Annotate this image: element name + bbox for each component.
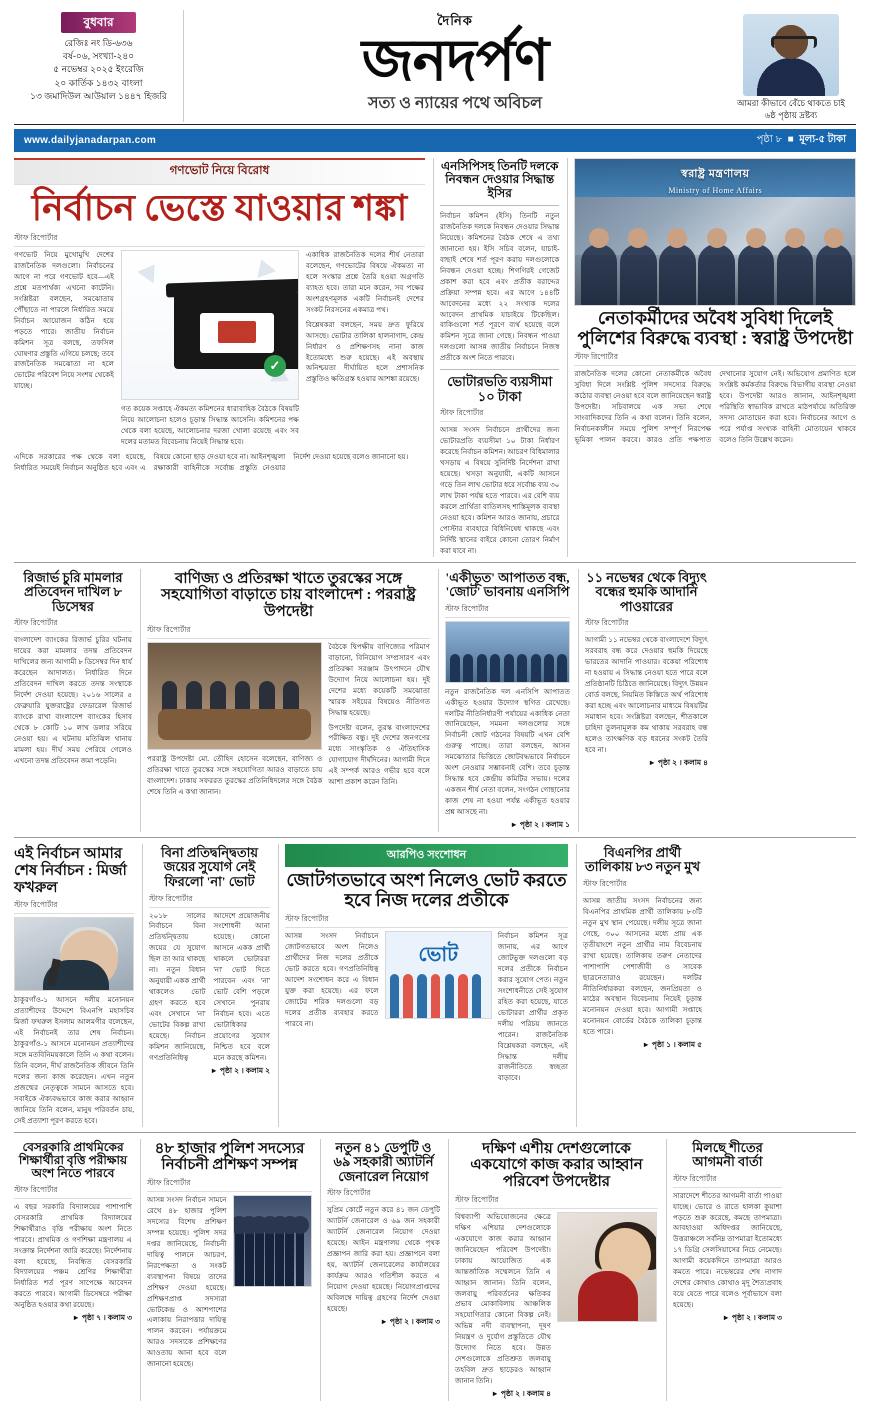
police-training-headline[interactable]: ৪৮ হাজার পুলিশ সদস্যের নির্বাচনী প্রশিক্ষণ সম্পন্ন bbox=[154, 1140, 305, 1174]
adani-power-story bbox=[578, 569, 708, 832]
lead-kicker: গণভোট নিয়ে বিরোধ bbox=[14, 158, 425, 185]
date-hijri: ১৩ জমাদিউল আউয়াল ১৪৪৭ হিজরি bbox=[30, 90, 167, 101]
mirza-fakhrul-story bbox=[14, 844, 134, 1127]
photo-overlay-bn: স্বরাষ্ট্র মন্ত্রণালয় bbox=[681, 167, 750, 180]
scholarship-body: এ বছর সরকারি বিদ্যালয়ের পাশাপাশি বেসরকারি প্রাথমিক বিদ্যালয়ের শিক্ষার্থীরাও বৃত্তি পরীক্ষায় অংশ নিতে পারবে। প্রাথমিক ও গণশিক্ষা মন্ত্রণালয় এ সংক্রান্ত নির্দেশনা জারি করেছে। নির্দেশনায় বলা হয়েছে, নিবন্ধিত বেসরকারি বিদ্যালয়ের পঞ্চম শ্রেণির শিক্ষার্থীরা নির্ধারিত শর্ত পূরণ সাপেক্ষে আবেদন করতে পারবে। আগামী ডিসেম্বরে পরীক্ষা অনুষ্ঠিত হওয়ার কথা রয়েছে। bbox=[14, 1202, 132, 1310]
reserve-theft-body: বাংলাদেশ ব্যাংকের রিজার্ভ চুরির ঘটনায় দায়ের করা মামলার তদন্ত প্রতিবেদন দাখিলের জন্য আগামী ৮ ডিসেম্বর দিন ধার্য করেছেন আদালত। নির্ধারিত দিনে প্রতিবেদন দাখিল করতে তদন্ত সংস্থাকে নির্দেশ দেওয়া হয়েছে। ২০১৬ সালের ৫ ফেব্রুয়ারি যুক্তরাষ্ট্রের ফেডারেল রিজার্ভ ব্যাংকে রাখা বাংলাদেশ ব্যাংকের হিসাব থেকে ৮ কোটি ১০ লাখ ডলার সরিয়ে নেওয়া হয়। এ ঘটনায় মতিঝিল থানায় মামলা হয়। দীর্ঘ সময় পেরিয়ে গেলেও এখনো তদন্ত প্রতিবেদন জমা পড়েনি। bbox=[14, 636, 132, 765]
voter-expense-byline: স্টাফ রিপোর্টার bbox=[440, 408, 560, 422]
second-section bbox=[14, 569, 856, 832]
lead-body-col3: একাধিক রাজনৈতিক দলের শীর্ষ নেতারা বলেছেন, গণভোটের বিষয়ে ঐকমত্য না হলে সংস্কার প্রশ্নে তৈরি হওয়া অগ্রগতি ব্যাহত হবে। তারা মনে করেন, সব পক্ষের অংশগ্রহণমূলক একটি নির্বাচনই দেশের সংকট নিরসনের একমাত্র পথ। bbox=[306, 251, 424, 314]
home-adviser-body-1: রাজনৈতিক দলের কোনো নেতাকর্মীকে অবৈধ সুবিধা দিলে সংশ্লিষ্ট পুলিশ সদস্যের বিরুদ্ধে কঠোর ব্যবস্থা নেওয়া হবে বলে জানিয়েছেন স্বরাষ্ট্র উপদেষ্টা। সচিবালয়ে এক সভা শেষে সাংবাদিকদের তিনি এ কথা বলেন। bbox=[574, 370, 712, 422]
turkey-body-3: উপদেষ্টা বলেন, তুরস্ক বাংলাদেশের পরীক্ষিত বন্ধু। দুই দেশের জনগণের মধ্যে সাংস্কৃতিক ও ঐতিহাসিক যোগাযোগ দীর্ঘদিনের। আগামী দিনে এই সম্পর্ক আরও গভীর হবে বলে আশা প্রকাশ করেন তিনি। bbox=[328, 723, 430, 787]
photo-overlay-en: Ministry of Home Affairs bbox=[668, 185, 763, 195]
adani-byline: স্টাফ রিপোর্টার bbox=[585, 618, 708, 632]
check-mark-icon: ✓ bbox=[264, 355, 286, 377]
environment-headline[interactable]: দক্ষিণ এশীয় দেশগুলোকে একযোগে কাজ করার আহ্বান পরিবেশ উপদেষ্টার bbox=[470, 1140, 643, 1191]
columnist-portrait bbox=[743, 14, 839, 96]
turkey-meeting-photo bbox=[147, 642, 322, 750]
masthead-kicker: দৈনিক bbox=[437, 13, 473, 28]
winter-jump[interactable]: ► পৃষ্ঠা ২ । কলাম ৩ bbox=[722, 1312, 782, 1322]
environment-body: বিশ্বব্যাপী অভিযোজনের ক্ষেত্রে দক্ষিণ এশিয়ার দেশগুলোকে একযোগে কাজ করার আহ্বান জানিয়েছেন পরিবেশ উপদেষ্টা। ঢাকায় আয়োজিত এক আন্তর্জাতিক সম্মেলনে তিনি এ আহ্বান জানান। তিনি বলেন, জলবায়ু পরিবর্তনের ক্ষতিকর প্রভাব মোকাবিলায় আঞ্চলিক সহযোগিতার কোনো বিকল্প নেই। অভিন্ন নদী ব্যবস্থাপনা, দূষণ নিয়ন্ত্রণ ও দুর্যোগ প্রস্তুতিতে যৌথ উদ্যোগ নিতে হবে। উন্নত দেশগুলোকে প্রতিশ্রুত জলবায়ু তহবিল দ্রুত ছাড়েরও আহ্বান জানান তিনি। bbox=[455, 1212, 551, 1385]
turkey-body-2: বৈঠকে দ্বিপক্ষীয় বাণিজ্যের পরিমাণ বাড়ানো, বিনিয়োগ সম্প্রসারণ এবং প্রতিরক্ষা সরঞ্জাম উৎপাদনে যৌথ উদ্যোগ নিয়ে আলোচনা হয়। দুই দেশের মধ্যে কয়েকটি সমঝোতা স্মারক সইয়ের বিষয়েও নীতিগত সিদ্ধান্ত হয়েছে। bbox=[328, 642, 430, 717]
turkey-cooperation-story bbox=[140, 569, 430, 832]
police-training-story bbox=[140, 1139, 312, 1401]
environment-adviser-story bbox=[448, 1139, 658, 1401]
bnp-list-headline[interactable]: বিএনপির প্রার্থী তালিকায় ৮৩ নতুন মুখ bbox=[584, 844, 701, 875]
deputy-ag-headline[interactable]: নতুন ৪১ ডেপুটি ও ৬৯ সহকারী অ্যাটর্নি জেনারেল নিয়োগ bbox=[333, 1139, 434, 1184]
ncp-alliance-jump[interactable]: ► পৃষ্ঠা ২ । কলাম ১ bbox=[510, 819, 570, 829]
photo-overlay-text bbox=[575, 165, 855, 196]
mirza-headline[interactable]: এই নির্বাচন আমার শেষ নির্বাচন : মির্জা ফখরুল bbox=[14, 845, 127, 896]
rpo-amendment-story bbox=[278, 844, 568, 1127]
lead-byline: স্টাফ রিপোর্টার bbox=[14, 233, 425, 247]
home-adviser-headline[interactable]: নেতাকর্মীদের অবৈধ সুবিধা দিলেই পুলিশের বিরুদ্ধে ব্যবস্থা : স্বরাষ্ট্র উপদেষ্টা bbox=[577, 307, 853, 348]
home-adviser-body bbox=[574, 369, 856, 446]
ncp-rally-photo bbox=[445, 621, 570, 683]
environment-jump[interactable]: ► পৃষ্ঠা ২ । কলাম ৪ bbox=[491, 1388, 551, 1398]
page-count: পৃষ্ঠা ৮ bbox=[756, 133, 783, 145]
masthead-info-bar bbox=[14, 129, 856, 152]
mirza-photo bbox=[14, 917, 134, 991]
no-vote-headline[interactable]: বিনা প্রতিদ্বন্দ্বিতায় জয়ের সুযোগ নেই ফিরলো 'না' ভোট bbox=[160, 844, 259, 889]
page-count-and-price: পৃষ্ঠা ৮ ■ মূল্য-৫ টাকা bbox=[756, 133, 846, 145]
mirza-body: ঠাকুরগাঁও-১ আসনে দলীয় মনোনয়ন প্রত্যাশীদের উদ্দেশে বিএনপি মহাসচিব মির্জা ফখরুল ইসলাম আলমগীর বলেছেন, এই নির্বাচনই তার শেষ নির্বাচন। ঠাকুরগাঁও-১ আসনে মনোনয়ন প্রত্যাশীদের সঙ্গে মতবিনিময়কালে তিনি এ কথা বলেন। তিনি বলেন, দীর্ঘ রাজনৈতিক জীবনে তিনি দলের জন্য কাজ করেছেন। এখন নতুন প্রজন্মের নেতৃত্বকে সামনে আসতে হবে। সবাইকে ঐক্যবদ্ধভাবে কাজ করার আহ্বান জানিয়ে তিনি বলেন, মানুষ পরিবর্তন চায়, সেই প্রত্যাশা পূরণ করতে হবে। bbox=[14, 996, 134, 1125]
newspaper-title: জনদর্পণ bbox=[361, 28, 549, 93]
ncp-alliance-byline: স্টাফ রিপোর্টার bbox=[445, 604, 570, 618]
environment-adviser-photo bbox=[557, 1212, 657, 1322]
rpo-body-left: আসন্ন সংসদ নির্বাচনে জোটগতভাবে অংশ নিলেও প্রার্থীদের নিজ দলের প্রতীকে ভোট করতে হবে। গণপ্রতিনিধিত্ব আদেশ সংশোধন করে এ বিধান যুক্ত করা হয়েছে। এর ফলে জোটের শরিক দলগুলো বড় দলের প্রতীক ব্যবহার করতে পারবে না। bbox=[285, 932, 379, 1028]
scholarship-story bbox=[14, 1139, 132, 1401]
reserve-theft-byline: স্টাফ রিপোর্টার bbox=[14, 618, 132, 632]
turkey-headline[interactable]: বাণিজ্য ও প্রতিরক্ষা খাতে তুরস্কের সঙ্গে সহযোগিতা বাড়াতে চায় বাংলাদেশ : পররাষ্ট্র উপদেষ্টা bbox=[161, 570, 416, 621]
masthead-left-info bbox=[14, 10, 184, 122]
no-vote-story bbox=[142, 844, 270, 1127]
deputy-ag-byline: স্টাফ রিপোর্টার bbox=[327, 1188, 440, 1202]
lead-body-col2: গত কয়েক সপ্তাহে ঐকমত্য কমিশনের ধারাবাহিক বৈঠকে বিষয়টি নিয়ে আলোচনা হলেও চূড়ান্ত সিদ্ধান্ত আসেনি। কমিশনের পক্ষ থেকে বলা হয়েছে, আলোচনার দরজা খোলা রয়েছে এবং সব দলের মতামত বিবেচনায় নিয়েই সিদ্ধান্ত হবে। bbox=[121, 405, 299, 446]
turkey-body-1: পররাষ্ট্র উপদেষ্টা মো. তৌহিদ হোসেন বলেছেন, বাণিজ্য ও প্রতিরক্ষা খাতে তুরস্কের সঙ্গে সহযোগিতা আরও বাড়াতে চায় বাংলাদেশ। ঢাকায় সফররত তুরস্কের প্রতিনিধিদলের সঙ্গে বৈঠক শেষে তিনি এ কথা জানান। bbox=[147, 754, 323, 796]
third-section bbox=[14, 844, 856, 1127]
scholarship-byline: স্টাফ রিপোর্টার bbox=[14, 1185, 132, 1199]
vote-illustration bbox=[385, 931, 492, 1019]
vote-word-label: ভোট bbox=[418, 944, 459, 967]
bnp-list-body: আসন্ন জাতীয় সংসদ নির্বাচনের জন্য বিএনপির প্রাথমিক প্রার্থী তালিকায় ৮৩টি নতুন মুখ স্থান পেয়েছে। দলীয় সূত্রে জানা গেছে, ৩০০ আসনের মধ্যে প্রায় এক তৃতীয়াংশে নতুন প্রার্থীর নাম বিবেচনায় রাখা হয়েছে। তালিকায় তরুণ নেতাদের পাশাপাশি পেশাজীবী ও সাবেক ছাত্রনেতারাও রয়েছেন। দলটির নীতিনির্ধারকরা বলছেন, জনপ্রিয়তা ও মাঠের অবস্থান বিবেচনায় নিয়েই চূড়ান্ত মনোনয়ন দেওয়া হবে। আগামী সপ্তাহে মনোনয়ন বোর্ডের বৈঠকে তালিকা চূড়ান্ত হতে পারে। bbox=[583, 897, 702, 1037]
date-bangla: ২০ কার্তিক ১৪৩২ বাংলা bbox=[54, 77, 143, 88]
mid-column bbox=[433, 158, 560, 557]
voter-expense-body: আসন্ন সংসদ নির্বাচনে প্রার্থীদের জন্য ভোটারপ্রতি ব্যয়সীমা ১০ টাকা নির্ধারণ করেছে নির্বাচন কমিশন। আচরণ বিধিমালার খসড়ায় এ বিষয়ে সুনির্দিষ্ট নির্দেশনা রাখা হয়েছে। খসড়া অনুযায়ী, একটি আসনে গড়ে তিন লাখ ভোটার ধরে সর্বোচ্চ ব্যয় ৩০ লাখ টাকা পর্যন্ত হতে পারবে। এর বেশি ব্যয় করলে প্রার্থিতা বাতিলসহ শাস্তিমূলক ব্যবস্থা নেওয়া হবে। কমিশন আরও জানায়, প্রচারে পোস্টার ব্যবহারে বিধিনিষেধ থাকছে এবং নির্দিষ্ট স্থানের বাইরে কোনো তোরণ নির্মাণ করা যাবে না। bbox=[439, 426, 560, 555]
environment-byline: স্টাফ রিপোর্টার bbox=[455, 1195, 658, 1209]
lead-body-col1: গণভোট নিয়ে মুখোমুখি দেশের রাজনৈতিক দলগুলো। নির্বাচনের আগে না পরে গণভোট হবে—এই প্রশ্নে মতপার্থক্য এখনো কাটেনি। সংশ্লিষ্টরা বলছেন, সমঝোতায় পৌঁছাতে না পারলে নির্ধারিত সময়ে নির্বাচন আয়োজন কঠিন হয়ে পড়তে পারে। জাতীয় নির্বাচন কমিশন সূত্র বলছে, তফসিল ঘোষণার প্রস্তুতি এগিয়ে চলছে; তবে রাজনৈতিক সমঝোতা না হলে ভোটের পরিবেশ নিয়ে সংশয় থেকেই যাচ্ছে। bbox=[14, 251, 114, 391]
date-english: ৫ নভেম্বর ২০২৫ ইংরেজি bbox=[53, 64, 144, 75]
home-adviser-body-2: তিনি বলেন, নির্বাচনকালীন সময়ে পুলিশ সম্পূর্ণ নিরপেক্ষ ভূমিকা পালন করবে। কারও প্রতি পক্ষপাত দেখানোর সুযোগ নেই। অভিযোগ প্রমাণিত হলে সংশ্লিষ্ট কর্মকর্তার বিরুদ্ধে বিভাগীয় ব্যবস্থা নেওয়া হবে। bbox=[574, 370, 856, 444]
police-training-photo bbox=[233, 1195, 313, 1287]
reserve-theft-headline[interactable]: রিজার্ভ চুরি মামলার প্রতিবেদন দাখিল ৮ ডিসেম্বর bbox=[23, 569, 123, 614]
winter-story bbox=[666, 1139, 782, 1401]
bnp-list-byline: স্টাফ রিপোর্টার bbox=[583, 879, 702, 893]
winter-byline: স্টাফ রিপোর্টার bbox=[673, 1174, 782, 1188]
registration-number: রেজিঃ নং ডি-৬৩৬ bbox=[64, 38, 133, 49]
ncp-alliance-story bbox=[438, 569, 570, 832]
fourth-section bbox=[14, 1139, 856, 1401]
adani-jump[interactable]: ► পৃষ্ঠা ২ । কলাম ৪ bbox=[648, 757, 708, 767]
home-affairs-column bbox=[567, 158, 856, 557]
home-ministry-photo bbox=[574, 158, 856, 306]
home-adviser-byline: স্টাফ রিপোর্টার bbox=[574, 352, 856, 366]
adani-body: আগামী ১১ নভেম্বর থেকে বাংলাদেশে বিদ্যুৎ সরবরাহ বন্ধ করে দেওয়ার হুমকি দিয়েছে ভারতের আদানি পাওয়ার। বকেয়া পরিশোধ না হওয়ায় এ সিদ্ধান্ত নেওয়া হতে পারে বলে প্রতিষ্ঠানটি চিঠিতে জানিয়েছে। বিদ্যুৎ উন্নয়ন বোর্ড বলছে, নিয়মিত কিস্তিতে অর্থ পরিশোধ করা হচ্ছে এবং আলোচনার মাধ্যমে বিষয়টির সমাধান হবে। সংশ্লিষ্টরা বলছেন, শীতকালে চাহিদা তুলনামূলক কম থাকায় সরবরাহ বন্ধ হলেও তাৎক্ষণিক বড় ধরনের সংকট তৈরি হবে না। bbox=[585, 636, 708, 754]
mirza-byline: স্টাফ রিপোর্টার bbox=[14, 900, 134, 914]
website-url[interactable]: www.dailyjanadarpan.com bbox=[24, 134, 157, 146]
masthead bbox=[14, 10, 856, 125]
rpo-headline[interactable]: জোটগতভাবে অংশ নিলেও ভোট করতে হবে নিজ দলের প্রতীকে bbox=[286, 869, 567, 911]
deputy-ag-body: সুপ্রিম কোর্টে নতুন করে ৪১ জন ডেপুটি অ্যাটর্নি জেনারেল ও ৬৯ জন সহকারী অ্যাটর্নি জেনারেল নিয়োগ দেওয়া হয়েছে। আইন মন্ত্রণালয় থেকে পৃথক প্রজ্ঞাপন জারি করা হয়। প্রজ্ঞাপনে বলা হয়, অ্যাটর্নি জেনারেলের কার্যালয়ের কার্যক্রম আরও গতিশীল করতে এ নিয়োগ দেওয়া হয়েছে। নিয়োগপ্রাপ্তদের অবিলম্বে দায়িত্ব গ্রহণের নির্দেশ দেওয়া হয়েছে। bbox=[327, 1206, 440, 1313]
columnist-caption: আমরা কীভাবে বেঁচে থাকতে চাই bbox=[737, 98, 845, 108]
ncp-registration-headline[interactable]: এনসিপিসহ তিনটি দলকে নিবন্ধন দেওয়ার সিদ্ধান্ত ইসির bbox=[440, 158, 559, 200]
lead-story-column bbox=[14, 158, 425, 557]
lead-illustration-ballot-box bbox=[121, 250, 299, 400]
bnp-candidate-story bbox=[576, 844, 702, 1127]
deputy-ag-jump[interactable]: ► পৃষ্ঠা ২ । কলাম ৩ bbox=[380, 1316, 440, 1326]
masthead-title-block bbox=[184, 10, 726, 122]
top-section bbox=[14, 158, 856, 557]
turkey-byline: স্টাফ রিপোর্টার bbox=[147, 625, 430, 639]
attorney-general-story bbox=[320, 1139, 440, 1401]
reserve-theft-story bbox=[14, 569, 132, 832]
scholarship-headline[interactable]: বেসরকারি প্রাথমিকের শিক্ষার্থীরা বৃত্তি পরীক্ষায় অংশ নিতে পারবে bbox=[18, 1139, 128, 1181]
ncp-alliance-headline[interactable]: 'একীভূত' আপাতত বন্ধ, 'জোট' ভাবনায় এনসিপি bbox=[445, 569, 570, 600]
columnist-page-ref: ৬ষ্ঠ পৃষ্ঠায় দ্রষ্টব্য bbox=[764, 109, 818, 120]
ncp-alliance-body: নতুন রাজনৈতিক দল এনসিপি আপাতত একীভূত হওয়ার উদ্যোগ স্থগিত রেখেছে। দলটির নীতিনির্ধারণী পর্যায়ের একাধিক নেতা জানিয়েছেন, সমমনা দলগুলোর সঙ্গে নির্বাচনী জোট গঠনের বিষয়টি এখন বেশি গুরুত্ব পাচ্ছে। তারা বলছেন, আসন সমঝোতার ভিত্তিতে জোটবদ্ধভাবে নির্বাচনে অংশ নেওয়ার সম্ভাবনাই বেশি। তবে চূড়ান্ত সিদ্ধান্ত হবে কেন্দ্রীয় কমিটির সভায়। দলের একজন শীর্ষ নেতা বলেন, সংগঠন গোছানোর কাজ শেষ না হওয়া পর্যন্ত একীভূত হওয়ার প্রশ্ন আসছে না। bbox=[445, 687, 570, 816]
police-training-byline: স্টাফ রিপোর্টার bbox=[147, 1178, 312, 1192]
rpo-byline: স্টাফ রিপোর্টার bbox=[285, 914, 568, 928]
volume-issue: বর্ষ-০৬, সংখ্যা-২৪০ bbox=[62, 51, 135, 62]
newspaper-slogan: সত্য ও ন্যায়ের পথে অবিচল bbox=[367, 95, 543, 113]
masthead-right-block bbox=[726, 10, 856, 122]
lead-body-bottom: এদিকে সরকারের পক্ষ থেকে বলা হয়েছে, নির্ধারিত সময়েই নির্বাচন অনুষ্ঠিত হবে এবং এ বিষয়ে কোনো ছাড় দেওয়া হবে না। আইনশৃঙ্খলা রক্ষাকারী বাহিনীকে সর্বোচ্চ প্রস্তুতি নেওয়ার নির্দেশ দেওয়া হয়েছে বলেও জানানো হয়। bbox=[14, 452, 409, 472]
publication-day: বুধবার bbox=[61, 12, 135, 33]
police-training-body: আসন্ন সংসদ নির্বাচন সামনে রেখে ৪৮ হাজার পুলিশ সদস্যের বিশেষ প্রশিক্ষণ সম্পন্ন হয়েছে। পুলিশ সদর দপ্তর জানিয়েছে, নির্বাচনী দায়িত্ব পালনে আচরণ, নিরপেক্ষতা ও সংকট ব্যবস্থাপনা বিষয়ে তাদের প্রশিক্ষণ দেওয়া হয়েছে। প্রশিক্ষণপ্রাপ্ত সদস্যরা ভোটকেন্দ্র ও আশপাশের এলাকায় নিরাপত্তার দায়িত্ব পালন করবেন। পর্যায়ক্রমে আরও সদস্যকে প্রশিক্ষণের আওতায় আনা হবে বলে জানানো হয়েছে। bbox=[147, 1196, 227, 1369]
rpo-body-right: নির্বাচন কমিশন সূত্র জানায়, এর আগে জোটভুক্ত দলগুলো বড় দলের প্রতীকে নির্বাচন করার সুযোগ পেত। নতুন সংশোধনীতে সেই সুযোগ রহিত করা হয়েছে, যাতে ভোটাররা প্রার্থীর প্রকৃত দলীয় পরিচয় জানতে পারেন। রাজনৈতিক বিশ্লেষকরা বলছেন, এই সিদ্ধান্ত দলীয় রাজনীতিতে স্বচ্ছতা বাড়াবে। bbox=[497, 932, 568, 1083]
home-adviser-body-3: উপদেষ্টা আরও জানান, আইনশৃঙ্খলা পরিস্থিতি স্বাভাবিক রাখতে মাঠপর্যায়ে অতিরিক্ত সদস্য মোতায়েন করা হবে। নির্বাচনের আগে ও পরে পর্যাপ্ত সংখ্যক বাহিনী মোতায়েন থাকবে বলেও তিনি উল্লেখ করেন। bbox=[719, 391, 856, 444]
no-vote-jump[interactable]: ► পৃষ্ঠা ২ । কলাম ২ bbox=[210, 1065, 270, 1075]
lead-body-col3b: বিশ্লেষকরা বলছেন, সময় দ্রুত ফুরিয়ে আসছে। ভোটার তালিকা হালনাগাদ, কেন্দ্র নির্ধারণ ও প্রশিক্ষণসহ নানা কাজ ইতোমধ্যে শুরু হয়েছে। এই অবস্থায় অনিশ্চয়তা দীর্ঘায়িত হলে প্রশাসনিক প্রস্তুতিও ক্ষতিগ্রস্ত হওয়ার আশঙ্কা রয়েছে। bbox=[306, 320, 424, 384]
no-vote-byline: স্টাফ রিপোর্টার bbox=[149, 894, 270, 908]
winter-headline[interactable]: মিলছে শীতের আগমনী বার্তা bbox=[692, 1139, 763, 1170]
scholarship-jump[interactable]: ► পৃষ্ঠা ৭ । কলাম ৩ bbox=[72, 1313, 132, 1323]
winter-body: সারাদেশে শীতের আগমনী বার্তা পাওয়া যাচ্ছে। ভোরে ও রাতে হালকা কুয়াশা পড়তে শুরু করেছে, কমছে তাপমাত্রা। আবহাওয়া অধিদপ্তর জানিয়েছে, উত্তরাঞ্চলে সর্বনিম্ন তাপমাত্রা ইতোমধ্যে ১৭ ডিগ্রি সেলসিয়াসের নিচে নেমেছে। আগামী কয়েকদিনে তাপমাত্রা আরও কমতে পারে। নভেম্বরের শেষ নাগাদ দেশের কোথাও কোথাও মৃদু শৈত্যপ্রবাহ বয়ে যেতে পারে বলেও পূর্বাভাসে বলা হয়েছে। bbox=[673, 1191, 782, 1310]
voter-expense-headline[interactable]: ভোটারভতি ব্যয়সীমা ১০ টাকা bbox=[447, 374, 553, 404]
ncp-registration-body: নির্বাচন কমিশন (ইসি) তিনটি নতুন রাজনৈতিক দলকে নিবন্ধন দেওয়ার সিদ্ধান্ত নিয়েছে। কমিশনের বৈঠক শেষে এ তথ্য জানানো হয়। ইসি সচিব বলেন, যাচাই-বাছাই শেষে শর্ত পূরণ করায় দলগুলোকে নিবন্ধন দেওয়া হচ্ছে। শিগগিরই গেজেট প্রকাশ করা হবে এবং প্রতীক বরাদ্দের প্রক্রিয়া সম্পন্ন হবে। এর আগে ১৪৪টি আবেদনের মধ্যে ২২ সংখ্যক দলের আবেদন প্রাথমিক যাচাইয়ে টিকেছিল। বাকিগুলো শর্ত পূরণে ব্যর্থ হয়েছে বলে কমিশন সূত্রে জানা গেছে। নিবন্ধন পাওয়া দলগুলো আসন্ন জাতীয় নির্বাচনে নিজস্ব প্রতীকে অংশ নিতে পারবে। bbox=[439, 212, 560, 363]
cover-price: মূল্য-৫ টাকা bbox=[799, 133, 846, 145]
adani-headline[interactable]: ১১ নভেম্বর থেকে বিদ্যুৎ বন্ধের হুমকি আদানি পাওয়ারের bbox=[586, 569, 707, 614]
no-vote-body: ২০১৮ সালের নির্বাচনে বিনা প্রতিদ্বন্দ্বিতায় জয়ের যে সুযোগ ছিল তা আর থাকছে না। নতুন বিধান অনুযায়ী একক প্রার্থী থাকলেও ভোট গ্রহণ করতে হবে এবং সেখানে 'না' ভোটের বিকল্প রাখা হয়েছে। নির্বাচন কমিশন জানিয়েছে, গণপ্রতিনিধিত্ব আদেশে প্রয়োজনীয় সংশোধনী আনা হয়েছে। কোনো আসনে একক প্রার্থী থাকলে ভোটাররা 'না' ভোট দিতে পারবেন এবং 'না' ভোট বেশি পড়লে সেখানে পুনরায় নির্বাচন হবে। এতে ভোটাধিকার প্রয়োগের সুযোগ নিশ্চিত হবে বলে মনে করছে কমিশন। bbox=[149, 911, 270, 1062]
rpo-band: আরপিও সংশোধন bbox=[285, 844, 568, 867]
lead-headline[interactable]: নির্বাচন ভেস্তে যাওয়ার শঙ্কা bbox=[31, 187, 408, 228]
bnp-list-jump[interactable]: ► পৃষ্ঠা ১ । কলাম ৫ bbox=[642, 1040, 702, 1050]
